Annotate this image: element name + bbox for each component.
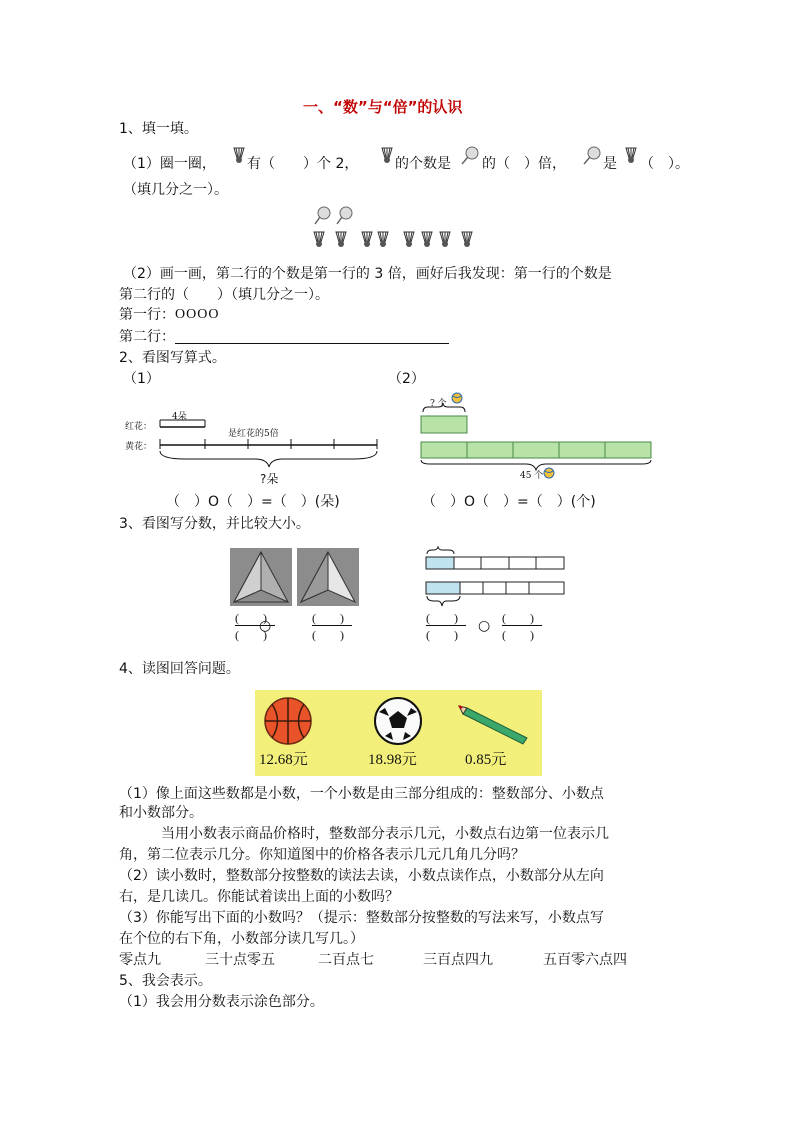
q1-p2-line1: （2）画一画，第二行的个数是第一行的 3 倍，画好后我发现：第一行的个数是 <box>123 266 612 282</box>
row1-circles: OOOO <box>175 307 220 322</box>
segment-diagram-2 <box>418 400 658 474</box>
bottom-count-label: 45 个 <box>520 471 544 481</box>
shuttlecock-row <box>312 230 482 250</box>
q4-heading: 4、读图回答问题。 <box>119 661 240 677</box>
racket-icon <box>315 207 330 224</box>
q2-part1-label: （1） <box>123 371 160 387</box>
racket-icon <box>337 207 352 224</box>
shuttlecock-icon <box>378 232 388 247</box>
yellow-flower-label: 黄花： <box>125 442 153 452</box>
q4-s2-line2: 右，是几读几。你能试着读出上面的小数吗？ <box>119 889 399 905</box>
q1-p1-e: （ ）。 <box>640 156 689 172</box>
decimal-word-5: 五百零六点四 <box>543 952 627 968</box>
basketball-icon <box>263 696 313 746</box>
shuttlecock-icon <box>314 232 324 247</box>
racket-icon <box>460 146 480 166</box>
red-flower-value: 4朵 <box>172 412 187 422</box>
shuttlecock-icon <box>232 146 246 164</box>
equation-2[interactable]: （ ）O（ ）=（ ）(个) <box>422 494 596 510</box>
shuttlecock-icon <box>440 232 450 247</box>
q4-s1-line1: （1）像上面这些数都是小数，一个小数是由三部分组成的：整数部分、小数点 <box>119 786 604 802</box>
q4-s1-line3: 当用小数表示商品价格时，整数部分表示几元，小数点右边第一位表示几 <box>161 826 609 842</box>
q4-s3-line2: 在个位的右下角，小数部分读几写几。） <box>119 931 364 947</box>
q3-heading: 3、看图写分数，并比较大小。 <box>119 516 310 532</box>
decimal-word-4: 三百点四九 <box>423 952 493 968</box>
decimal-word-1: 零点九 <box>119 952 161 968</box>
shuttlecock-icon <box>380 146 394 164</box>
q1-p1-c: 的（ ）倍， <box>482 156 566 172</box>
pencil-icon <box>455 696 535 746</box>
shuttlecock-icon <box>362 232 372 247</box>
decimal-word-2: 三十点零五 <box>205 952 275 968</box>
question-flowers: ?朵 <box>260 472 279 486</box>
pencil-price: 0.85元 <box>465 752 507 768</box>
q1-p1-label: （1）圈一圈， <box>123 156 216 172</box>
q5-heading: 5、我会表示。 <box>119 973 212 989</box>
soccer-ball-icon <box>373 696 423 746</box>
fraction-numerator[interactable]: ( ) <box>235 611 267 625</box>
fraction-denominator[interactable]: ( ) <box>312 628 344 642</box>
q2-heading: 2、看图写算式。 <box>119 350 226 366</box>
racket-icon <box>582 146 602 166</box>
compare-circle[interactable]: ○ <box>259 618 272 634</box>
q2-part2-label: （2） <box>388 371 425 387</box>
fraction-denominator[interactable]: ( ) <box>426 628 458 642</box>
q4-s1-line4: 角，第二位表示几分。你知道图中的价格各表示几元几角几分吗？ <box>119 847 525 863</box>
q4-s1-line2: 和小数部分。 <box>119 805 203 821</box>
q1-p1-d: 是 <box>603 156 617 172</box>
q5-p1: （1）我会用分数表示涂色部分。 <box>119 994 324 1010</box>
fraction-numerator[interactable]: ( ) <box>312 611 344 625</box>
q4-s3-line1: （3）你能写出下面的小数吗？（提示：整数部分按整数的写法来写，小数点写 <box>119 910 604 926</box>
q1-p1-line2: （填几分之一）。 <box>123 182 228 198</box>
soccer-ball-price: 18.98元 <box>368 752 417 768</box>
shuttlecock-icon <box>624 146 638 164</box>
equation-1[interactable]: （ ）O（ ）=（ ）(朵) <box>166 494 340 510</box>
fraction-numerator[interactable]: ( ) <box>426 611 458 625</box>
segment-diagram-1 <box>155 405 385 473</box>
row2-answer-line[interactable] <box>175 343 449 344</box>
rackets-group <box>312 206 360 226</box>
triangle-figure-1 <box>230 548 292 606</box>
red-flower-label: 红花： <box>125 422 153 432</box>
q1-p2-line2: 第二行的（ ）（填几分之一）。 <box>119 287 329 303</box>
q1-p1-a: 有（ ）个 2， <box>247 156 359 172</box>
compare-circle[interactable]: ○ <box>478 618 491 634</box>
fraction-denominator[interactable]: ( ) <box>235 628 267 642</box>
multiple-label: 是红花的5倍 <box>228 429 279 439</box>
shuttlecock-icon <box>422 232 432 247</box>
shuttlecock-icon <box>404 232 414 247</box>
decimal-word-3: 二百点七 <box>318 952 374 968</box>
q1-p1-b: 的个数是 <box>395 156 451 172</box>
shuttlecock-icon <box>462 232 472 247</box>
row2-label: 第二行： <box>119 329 175 345</box>
goods-price-panel <box>255 690 542 776</box>
page-title: 一、“数”与“倍”的认识 <box>303 98 463 116</box>
fraction-denominator[interactable]: ( ) <box>502 628 534 642</box>
ball-icon <box>543 467 557 481</box>
strip-figures <box>424 546 568 608</box>
fraction-numerator[interactable]: ( ) <box>502 611 534 625</box>
q4-s2-line1: （2）读小数时，整数部分按整数的读法去读，小数点读作点，小数部分从左向 <box>119 868 604 884</box>
basketball-price: 12.68元 <box>259 752 308 768</box>
top-count-label: ? 个 <box>430 399 447 409</box>
triangle-figure-2 <box>297 548 359 606</box>
q1-heading: 1、填一填。 <box>119 121 198 137</box>
row1-label: 第一行： <box>119 307 175 323</box>
shuttlecock-icon <box>336 232 346 247</box>
